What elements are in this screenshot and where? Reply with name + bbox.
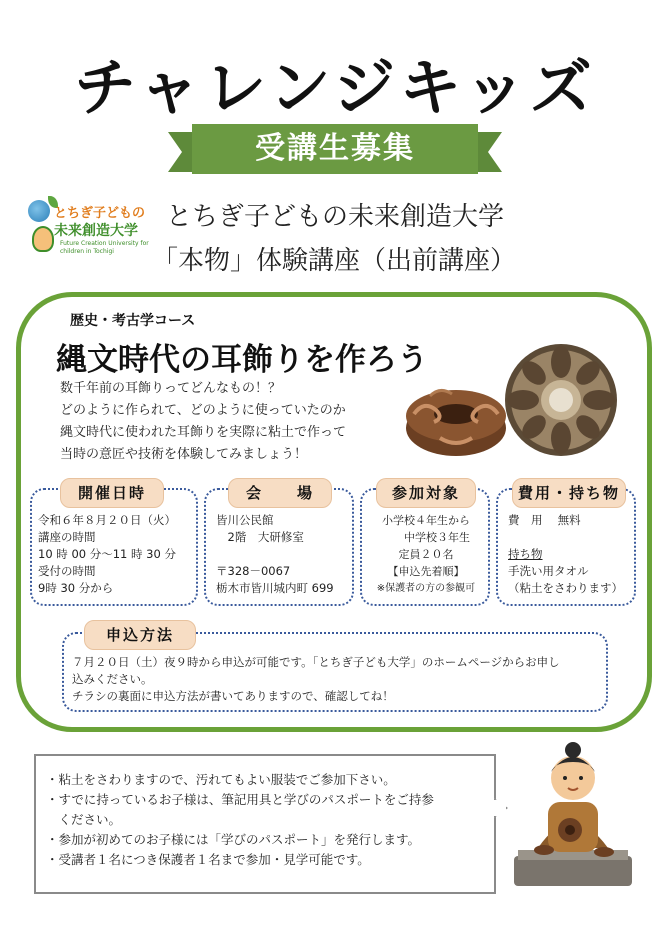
globe-icon <box>28 200 50 222</box>
date-line: 受付の時間 <box>38 564 96 578</box>
banner-label: 受講生募集 <box>192 124 478 174</box>
apply-line: 込みください。 <box>72 672 153 686</box>
target-line: 小学校４年生から <box>382 514 470 527</box>
earring-photo-flower <box>500 340 622 460</box>
mascot-icon <box>32 226 54 252</box>
apply-line: ７月２０日（土）夜９時から申込が可能です。「とちぎ子ども大学」のホームページからお申し <box>72 655 560 669</box>
main-title: チャレンジキッズ <box>74 51 596 124</box>
target-details <box>364 512 488 597</box>
target-line: 中学校３年生 <box>382 531 470 544</box>
headline: 縄文時代の耳飾りを作ろう <box>56 342 428 378</box>
venue-line: 皆川公民館 <box>216 513 274 527</box>
cost-line: 手洗い用タオル <box>508 564 589 578</box>
logo-line1: とちぎ子どもの <box>54 206 146 221</box>
recruit-banner <box>168 124 502 182</box>
organization-name: とちぎ子どもの未来創造大学 <box>166 202 505 232</box>
cost-line <box>508 529 634 546</box>
date-line: 10 時 00 分～11 時 30 分 <box>38 547 176 561</box>
intro-line: 当時の意匠や技術を体験してみましょう！ <box>60 447 308 462</box>
date-details <box>38 512 194 597</box>
cost-line: 費 用 無料 <box>508 513 581 527</box>
target-tab: 参加対象 <box>376 478 476 508</box>
cost-tab: 費用・持ち物 <box>512 478 626 508</box>
earring-photo-spiral <box>400 372 512 460</box>
note-item: ・粘土をさわりますので、汚れてもよい服装でご参加下さい。 <box>46 772 396 787</box>
venue-line <box>216 546 352 563</box>
venue-details <box>216 512 352 597</box>
intro-text <box>60 378 390 466</box>
date-line: 講座の時間 <box>38 530 96 544</box>
apply-line: チラシの裏面に申込方法が書いてありますので、確認してね！ <box>72 689 394 703</box>
date-tab: 開催日時 <box>60 478 164 508</box>
note-item: ください。 <box>46 812 122 827</box>
date-line: 令和６年８月２０日（火） <box>38 513 176 527</box>
cost-line: 持ち物 <box>508 547 543 561</box>
intro-line: 縄文時代に使われた耳飾りを実際に粘土で作って <box>60 425 347 440</box>
notes-list <box>36 756 494 870</box>
university-logo <box>28 196 152 272</box>
note-item: ・受講者１名につき保護者１名まで参加・見学可能です。 <box>46 852 370 867</box>
notes-box <box>34 754 496 894</box>
note-item: ・すでに持っているお子様は、筆記用具と学びのパスポートをご持参 <box>46 792 434 807</box>
cost-details <box>508 512 634 597</box>
cost-line: （粘土をさわります） <box>508 581 623 595</box>
venue-line: 〒328－0067 <box>216 564 291 578</box>
note-item: ・参加が初めてのお子様には「学びのパスポート」を発行します。 <box>46 832 421 847</box>
logo-line3: Future Creation University for children in Tochigi <box>60 240 149 255</box>
speech-pointer <box>494 798 508 818</box>
logo-line2: 未来創造大学 <box>54 223 138 239</box>
apply-details <box>72 654 602 705</box>
intro-line: 数千年前の耳飾りってどんなもの！？ <box>60 381 282 396</box>
venue-line: 2階 大研修室 <box>216 530 304 544</box>
date-line: 9時 30 分から <box>38 581 114 595</box>
intro-line: どのように作られて、どのように使っていたのか <box>60 403 346 418</box>
jomon-person-illustration <box>508 738 638 892</box>
course-label: 歴史・考古学コース <box>70 313 196 329</box>
apply-tab: 申込方法 <box>84 620 196 650</box>
venue-line: 栃木市皆川城内町 699 <box>216 581 334 595</box>
target-line: 【申込先着順】 <box>387 565 465 578</box>
program-subtitle: 「本物」体験講座（出前講座） <box>152 246 517 276</box>
target-line: 定員２０名 <box>398 548 454 561</box>
target-line: ※保護者の方の参観可 <box>376 583 476 594</box>
venue-tab: 会 場 <box>228 478 332 508</box>
